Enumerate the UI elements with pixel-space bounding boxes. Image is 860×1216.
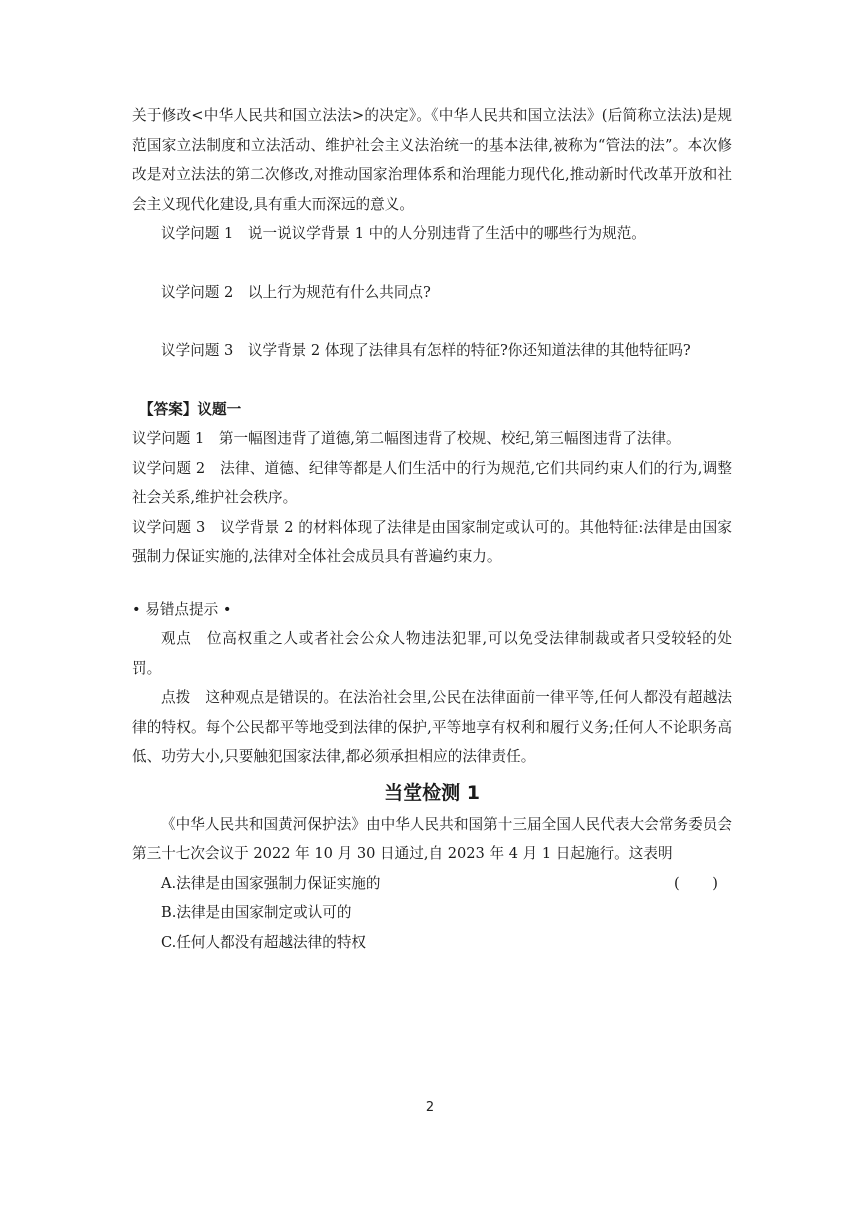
intro-paragraph: 关于修改<中华人民共和国立法法>的决定》。《中华人民共和国立法法》(后简称立法法)是规范国家立法制度和立法活动、维护社会主义法治统一的基本法律,被称为“管法的法”。本次修改是对立法法的第二次修改,对推动国家治理体系和治理能力现代化,推动新时代改革开放和社会主义现代化建设,具有重大而深远的意义。 [132,107,732,213]
question-1: 议学问题 1 说一说议学背景 1 中的人分别违背了生活中的哪些行为规范。 [161,225,646,242]
page-content [132,101,732,957]
tip-heading: • 易错点提示 • [132,600,232,618]
answer-blank: ( ) [673,874,732,892]
question-2: 议学问题 2 以上行为规范有什么共同点? [161,283,431,301]
option-c: C.任何人都没有超越法律的特权 [161,933,367,951]
exercise-stem-text: 《中华人民共和国黄河保护法》由中华人民共和国第十三届全国人民代表大会常务委员会第三十七次会议于 2022 年 10 月 30 日通过,自 2023 年 4 月 1 日起施行。这表明 [132,815,732,862]
option-b: B.法律是由国家制定或认可的 [161,904,352,921]
section-title: 当堂检测 1 [384,781,480,804]
answer-2: 议学问题 2 法律、道德、纪律等都是人们生活中的行为规范,它们共同约束人们的行为,调整社会关系,维护社会秩序。 [132,459,732,506]
tip-guidance: 点拨 这种观点是错误的。在法治社会里,公民在法律面前一律平等,任何人都没有超越法律的特权。每个公民都平等地受到法律的保护,平等地享有权利和履行义务;任何人不论职务高低、功劳大小,只要触犯国家法律,都必须承担相应的法律责任。 [132,689,732,765]
tip-viewpoint: 观点 位高权重之人或者社会公众人物违法犯罪,可以免受法律制裁或者只受较轻的处罚。 [132,630,732,677]
option-a: A.法律是由国家强制力保证实施的 [161,874,381,892]
answer-3: 议学问题 3 议学背景 2 的材料体现了法律是由国家制定或认可的。其他特征:法律是由国家强制力保证实施的,法律对全体社会成员具有普遍约束力。 [132,518,732,565]
answer-1: 议学问题 1 第一幅图违背了道德,第二幅图违背了校规、校纪,第三幅图违背了法律。 [132,430,681,447]
question-3: 议学问题 3 议学背景 2 体现了法律具有怎样的特征?你还知道法律的其他特征吗? [161,342,691,359]
page-number: 2 [425,1100,435,1115]
answer-heading: 【答案】议题一 [139,400,242,418]
